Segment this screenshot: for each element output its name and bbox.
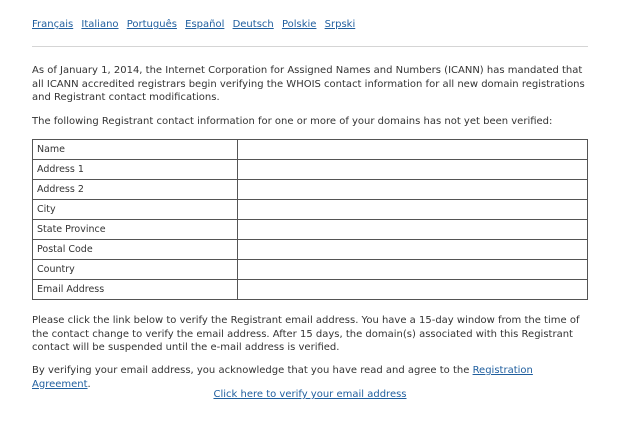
contact-value-city — [238, 200, 588, 220]
contact-label-postal-code: Postal Code — [33, 240, 238, 260]
header-divider — [32, 46, 588, 47]
language-selector — [32, 19, 360, 33]
table-row — [33, 280, 588, 300]
language-link-srpski[interactable]: Srpski — [324, 19, 356, 30]
agreement-paragraph — [32, 364, 588, 391]
contact-value-email-address — [238, 280, 588, 300]
contact-label-name: Name — [33, 140, 238, 160]
table-row — [33, 180, 588, 200]
language-link-deutsch[interactable]: Deutsch — [232, 19, 274, 30]
verify-link-container — [32, 389, 588, 400]
table-row — [33, 240, 588, 260]
language-link-francais[interactable]: Français — [32, 19, 74, 30]
table-row — [33, 220, 588, 240]
contact-label-city: City — [33, 200, 238, 220]
contact-value-country — [238, 260, 588, 280]
verify-email-link[interactable]: Click here to verify your email address — [213, 389, 407, 400]
contact-value-state-province — [238, 220, 588, 240]
contact-value-name — [238, 140, 588, 160]
contact-value-address-2 — [238, 180, 588, 200]
registrant-contact-table — [32, 139, 588, 300]
table-row — [33, 200, 588, 220]
unverified-notice: The following Registrant contact information for one or more of your domains has not yet been verified: — [32, 116, 553, 127]
language-link-polskie[interactable]: Polskie — [281, 19, 317, 30]
contact-value-address-1 — [238, 160, 588, 180]
contact-label-country: Country — [33, 260, 238, 280]
table-row — [33, 140, 588, 160]
table-row — [33, 260, 588, 280]
agreement-suffix: . — [87, 378, 91, 390]
contact-label-email-address: Email Address — [33, 280, 238, 300]
language-link-italiano[interactable]: Italiano — [81, 19, 119, 30]
intro-paragraph: As of January 1, 2014, the Internet Corporation for Assigned Names and Numbers (ICANN) has mandated that all ICANN accredited registrars begin verifying the WHOIS contact information for all new domain registrations and Registrant contact modifications. — [32, 65, 585, 103]
language-link-portugues[interactable]: Português — [126, 19, 177, 30]
contact-label-state-province: State Province — [33, 220, 238, 240]
verification-instructions: Please click the link below to verify the Registrant email address. You have a 15-day window from the time of the contact change to verify the email address. After 15 days, the domain(s) associated with this Registrant contact will be suspended until the e-mail address is verified. — [32, 315, 580, 353]
registration-agreement-link[interactable]: Registration Agreement — [32, 365, 533, 390]
contact-value-postal-code — [238, 240, 588, 260]
table-row — [33, 160, 588, 180]
contact-label-address-2: Address 2 — [33, 180, 238, 200]
language-link-espanol[interactable]: Español — [185, 19, 225, 30]
contact-label-address-1: Address 1 — [33, 160, 238, 180]
agreement-prefix: By verifying your email address, you acknowledge that you have read and agree to the — [32, 365, 473, 376]
